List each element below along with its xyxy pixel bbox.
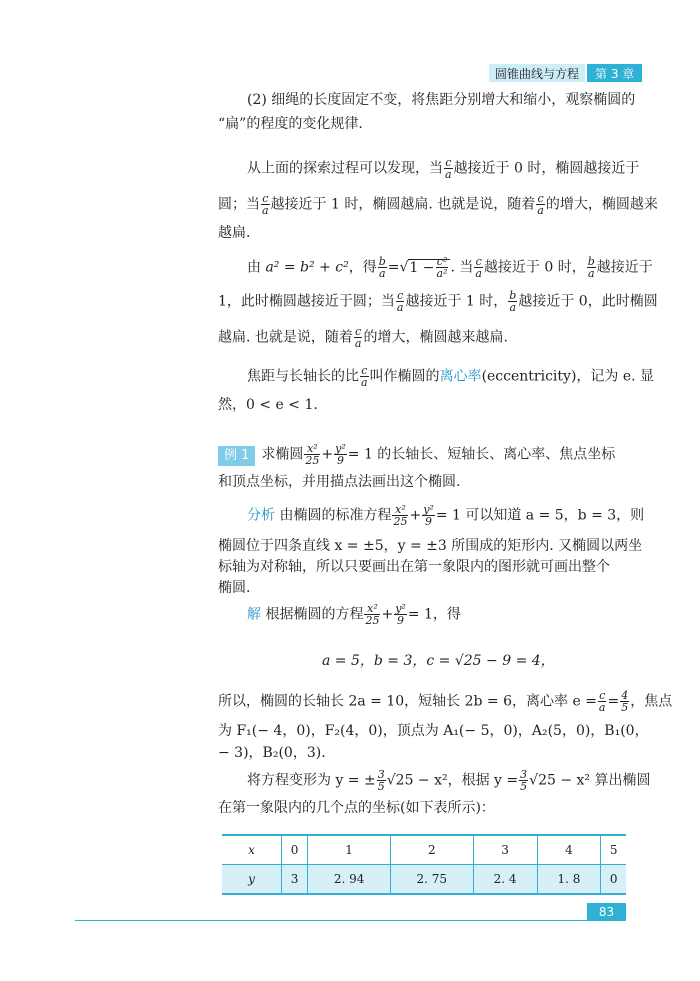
analysis-line4: 椭圆. [218,580,251,596]
footer-rule [75,920,626,921]
para3-line2: 1，此时椭圆越接近于圆；当 $\frac{c}{a}$ 越接近于 1 时， $\frac{b}{a}$ 越接近于 0，此时椭圆 [218,289,658,314]
solution-equation: a = 5，b = 3，c = √25 − 9 = 4， [322,653,555,669]
analysis-line3: 标轴为对称轴，所以只要画出在第一象限内的图形就可画出整个 [218,559,610,575]
table-cell: 1. 8 [537,865,601,895]
table-cell: y [222,865,282,895]
page-number: 83 [587,903,626,920]
table-cell: 3 [473,835,537,865]
para4-line2: 然，0 < e < 1. [218,397,318,413]
analysis-line1: 分析 由椭圆的标准方程 $\frac{\text{x²}}{25}$ + $\frac{\text{y²}}{9}$ = 1 可以知道 a = 5，b = 3，则 [247,503,645,528]
para1-line1: (2) 细绳的长度固定不变，将焦距分别增大和缩小，观察椭圆的 [247,92,636,108]
solution-line2: 所以，椭圆的长轴长 2a = 10，短轴长 2b = 6，离心率 e = $\frac{c}{a}$ = $\frac{4}{5}$ ，焦点 [218,689,673,714]
solution-line4: − 3)，B₂(0，3). [218,745,326,761]
table-row-x [222,835,626,865]
solution-line5: 将方程变形为 y = ± $\frac{3}{5}$ √25 − x²，根据 y = $\frac{3}{5}$ √25 − x² 算出椭圆 [247,768,651,793]
example-line2: 和顶点坐标，并用描点法画出这个椭圆. [218,474,461,490]
solution-line6: 在第一象限内的几个点的坐标(如下表所示)： [218,800,495,816]
para3-line3: 越扁. 也就是说，随着 $\frac{c}{a}$ 的增大，椭圆越来越扁. [218,325,508,350]
para1-line2: “扁”的程度的变化规律. [218,116,363,132]
table-cell: 3 [282,865,308,895]
para2-line3: 越扁. [218,225,251,241]
para2-line1: 从上面的探索过程可以发现，当 $\frac{c}{a}$ 越接近于 0 时，椭圆越接近于 [247,156,640,181]
solution-line1: 解 根据椭圆的方程 $\frac{\text{x²}}{25}$ + $\frac{\text{y²}}{9}$ = 1，得 [247,602,461,627]
para3-line1: 由 a² = b² + c²，得 $\frac{b}{a}$ =√1 − $\frac{\text{c²}}{\text{a²}}$ . 当 $\frac{c}{a}$ 越接近于 0 时， $\frac{b}{a}$ 越接近于 [247,255,653,280]
term-eccentricity: 离心率 [439,368,482,385]
table-cell: 2. 75 [390,865,473,895]
table-cell: x [222,835,282,865]
solution-tag: 解 [247,606,261,623]
header-title: 圆锥曲线与方程 [489,64,585,82]
header-chapter: 第 3 章 [587,64,642,82]
table-row-y [222,865,626,895]
table-cell: 2. 4 [473,865,537,895]
para2-line2: 圆；当 $\frac{c}{a}$ 越接近于 1 时，椭圆越扁. 也就是说，随着 $\frac{c}{a}$ 的增大，椭圆越来 [218,192,658,217]
analysis-tag: 分析 [247,507,275,524]
table-cell: 4 [537,835,601,865]
table-cell: 5 [601,835,626,865]
para4-line1: 焦距与长轴长的比 $\frac{c}{a}$ 叫作椭圆的离心率(eccentricity)，记为 e. 显 [247,364,655,389]
coordinate-table [222,834,626,895]
solution-line3: 为 F₁(− 4，0)，F₂(4，0)，顶点为 A₁(− 5，0)，A₂(5，0)，B₁(0， [218,723,649,739]
table-cell: 0 [601,865,626,895]
table-cell: 2. 94 [308,865,391,895]
analysis-line2: 椭圆位于四条直线 x = ±5，y = ±3 所围成的矩形内. 又椭圆以两坐 [218,538,643,554]
table-cell: 2 [390,835,473,865]
example-badge: 例 1 [218,446,255,466]
example-line1: 例 1 求椭圆 $\frac{\text{x²}}{25}$ + $\frac{\text{y²}}{9}$ = 1 的长轴长、短轴长、离心率、焦点坐标 [218,443,615,466]
table-cell: 0 [282,835,308,865]
table-cell: 1 [308,835,391,865]
fraction-c-a: $\frac{c}{a}$ [445,156,452,181]
running-header [489,64,642,82]
